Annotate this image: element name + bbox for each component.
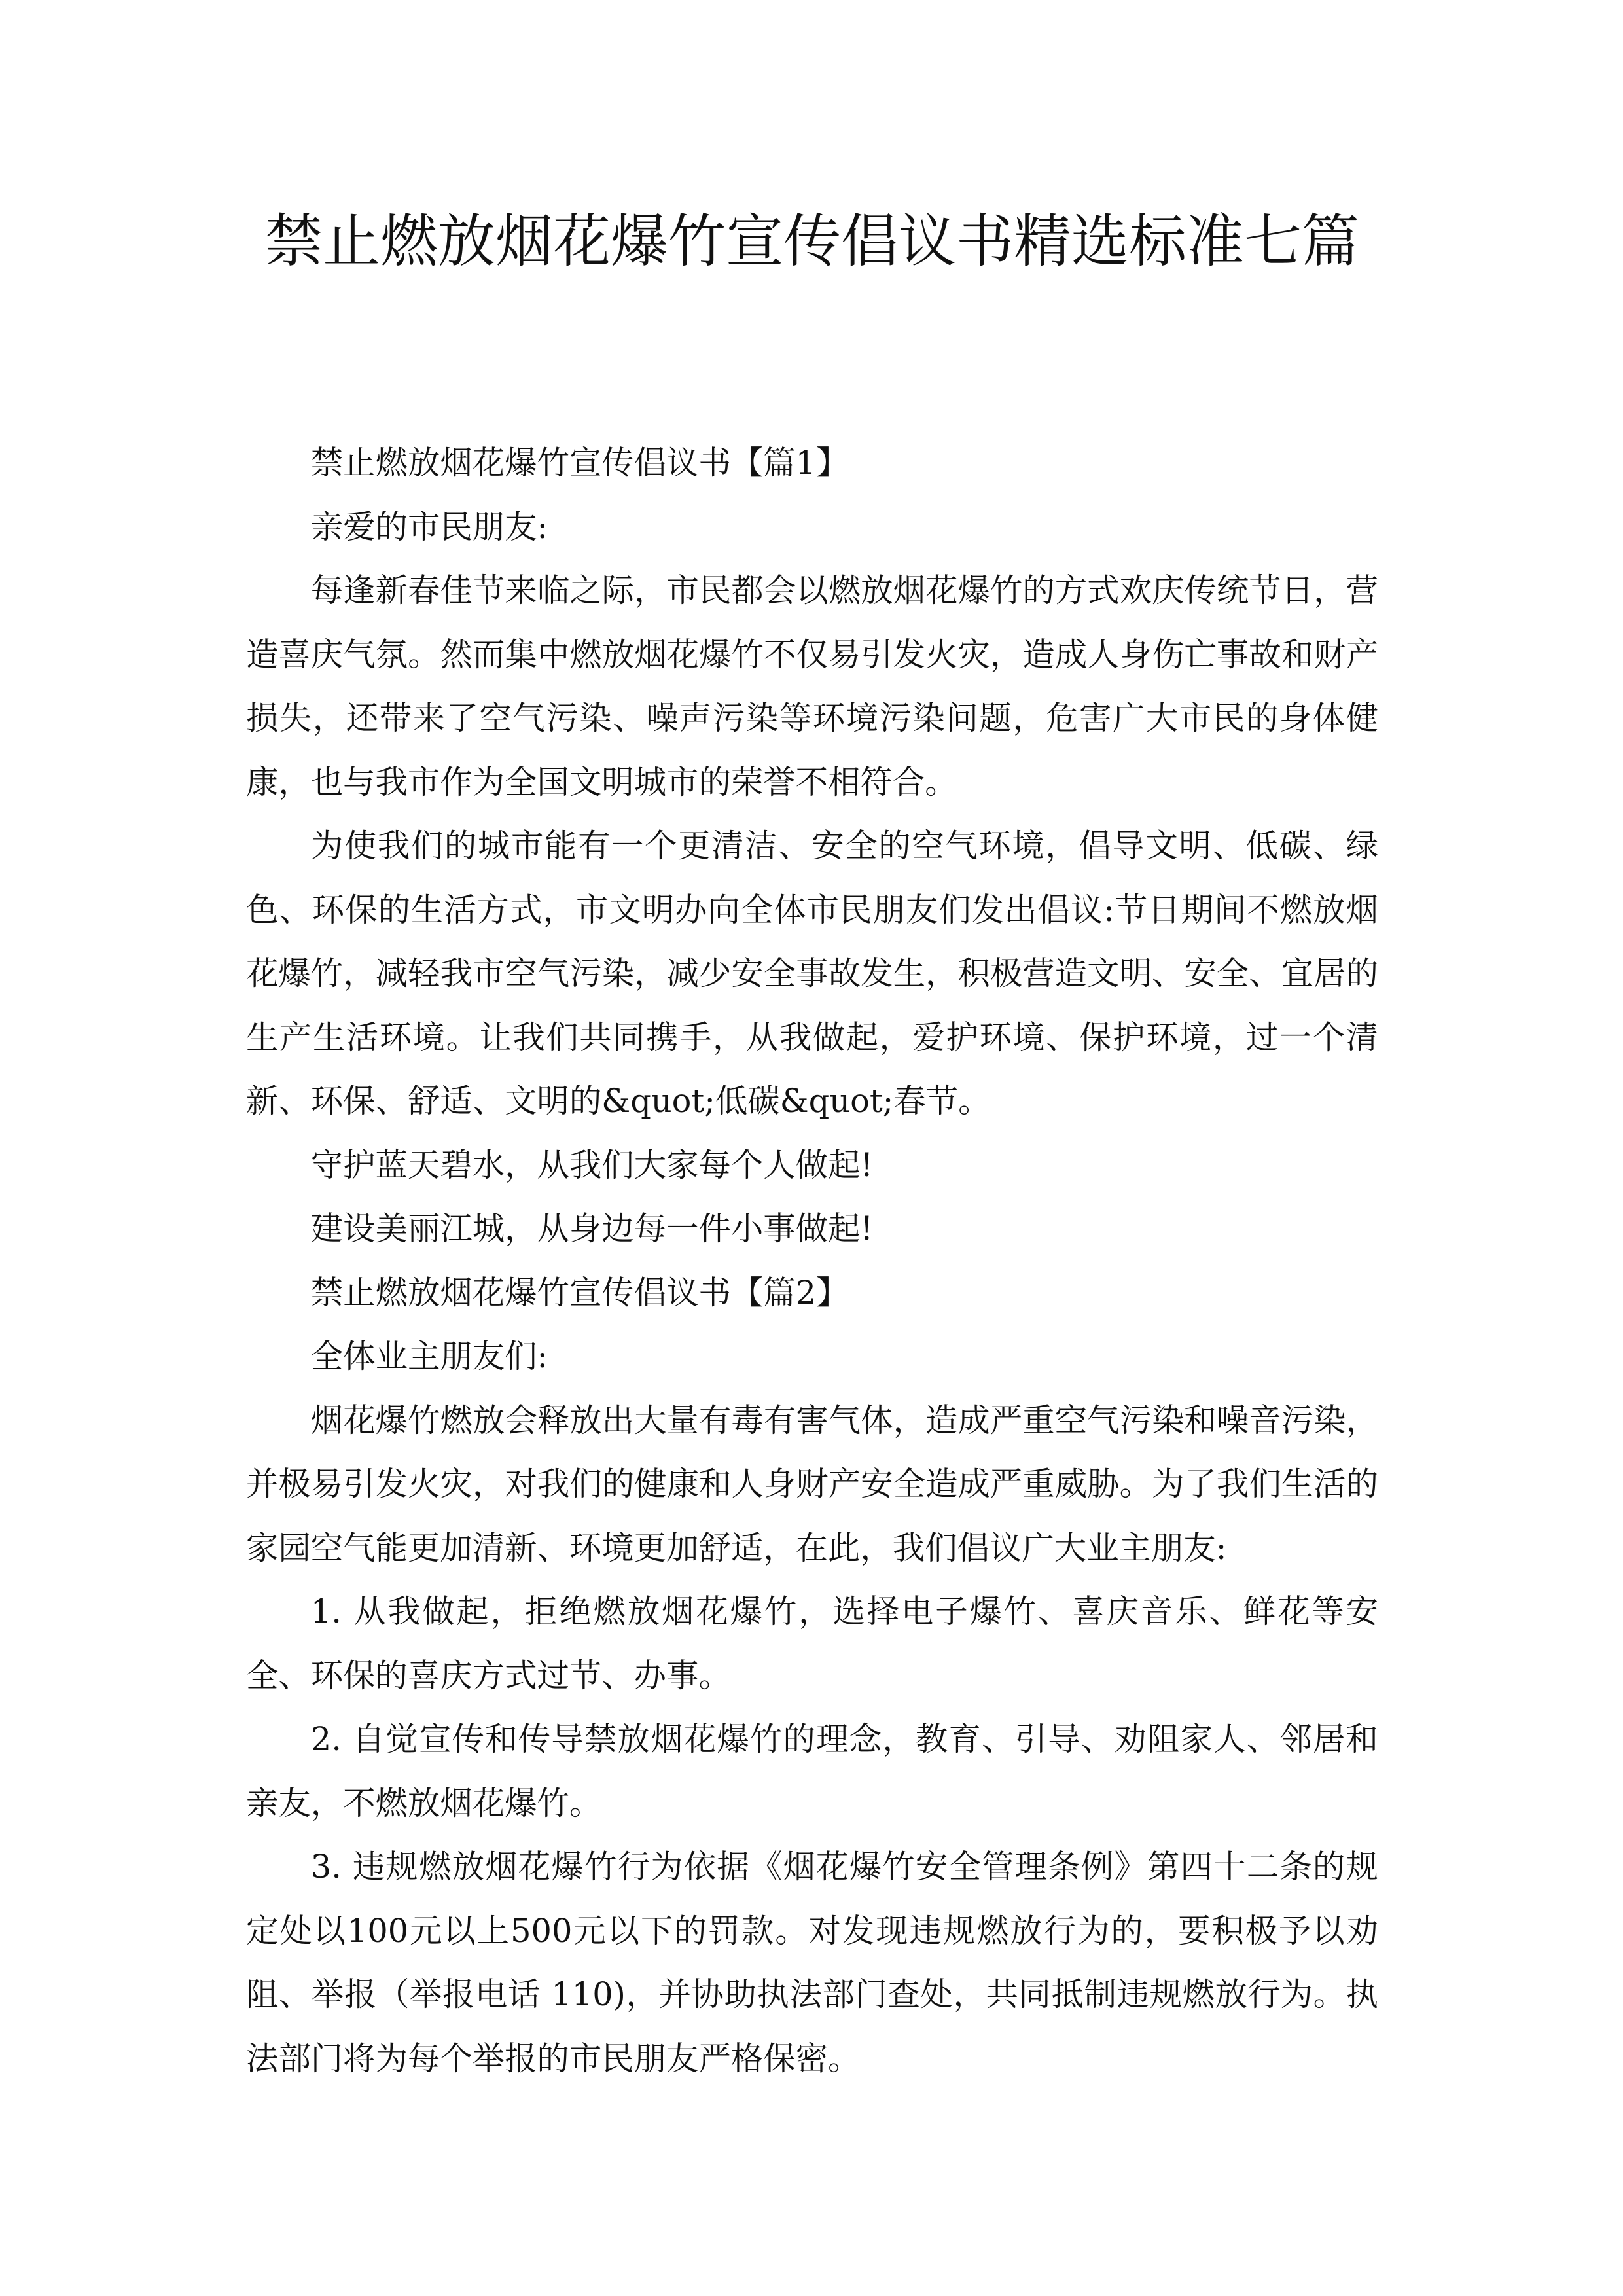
- list-item: 3. 违规燃放烟花爆竹行为依据《烟花爆竹安全管理条例》第四十二条的规定处以100元以上500元以下的罚款。对发现违规燃放行为的，要积极予以劝阻、举报（举报电话 110)，并协助执法部门查处，共同抵制违规燃放行为。执法部门将为每个举报的市民朋友严格保密。: [246, 1848, 1378, 2077]
- slogan: 守护蓝天碧水，从我们大家每个人做起!: [310, 1145, 874, 1184]
- list-item: 2. 自觉宣传和传导禁放烟花爆竹的理念，教育、引导、劝阻家人、邻居和亲友，不燃放烟花爆竹。: [246, 1720, 1378, 1822]
- slogan: 建设美丽江城，从身边每一件小事做起!: [310, 1210, 874, 1247]
- list-item: 1. 从我做起，拒绝燃放烟花爆竹，选择电子爆竹、喜庆音乐、鲜花等安全、环保的喜庆方式过节、办事。: [246, 1592, 1378, 1695]
- section-heading-2: 禁止燃放烟花爆竹宣传倡议书【篇2】: [310, 1273, 849, 1312]
- salutation: 全体业主朋友们:: [310, 1337, 548, 1375]
- document-title: 禁止燃放烟花爆竹宣传倡议书精选标准七篇: [264, 207, 1359, 275]
- salutation: 亲爱的市民朋友:: [310, 507, 548, 546]
- document-body: [246, 431, 1378, 2090]
- section-heading-1: 禁止燃放烟花爆竹宣传倡议书【篇1】: [310, 444, 849, 482]
- paragraph: 每逢新春佳节来临之际，市民都会以燃放烟花爆竹的方式欢庆传统节日，营造喜庆气氛。然而集中燃放烟花爆竹不仅易引发火灾，造成人身伤亡事故和财产损失，还带来了空气污染、噪声污染等环境污染问题，危害广大市民的身体健康，也与我市作为全国文明城市的荣誉不相符合。: [246, 571, 1378, 801]
- paragraph: 烟花爆竹燃放会释放出大量有毒有害气体，造成严重空气污染和噪音污染，并极易引发火灾，对我们的健康和人身财产安全造成严重威胁。为了我们生活的家园空气能更加清新、环境更加舒适，在此，我们倡议广大业主朋友:: [246, 1401, 1378, 1567]
- paragraph: 为使我们的城市能有一个更清洁、安全的空气环境，倡导文明、低碳、绿色、环保的生活方式，市文明办向全体市民朋友们发出倡议:节日期间不燃放烟花爆竹，减轻我市空气污染，减少安全事故发生，积极营造文明、安全、宜居的生产生活环境。让我们共同携手，从我做起，爱护环境、保护环境，过一个清新、环保、舒适、文明的&quot;低碳&quot;春节。: [246, 827, 1378, 1120]
